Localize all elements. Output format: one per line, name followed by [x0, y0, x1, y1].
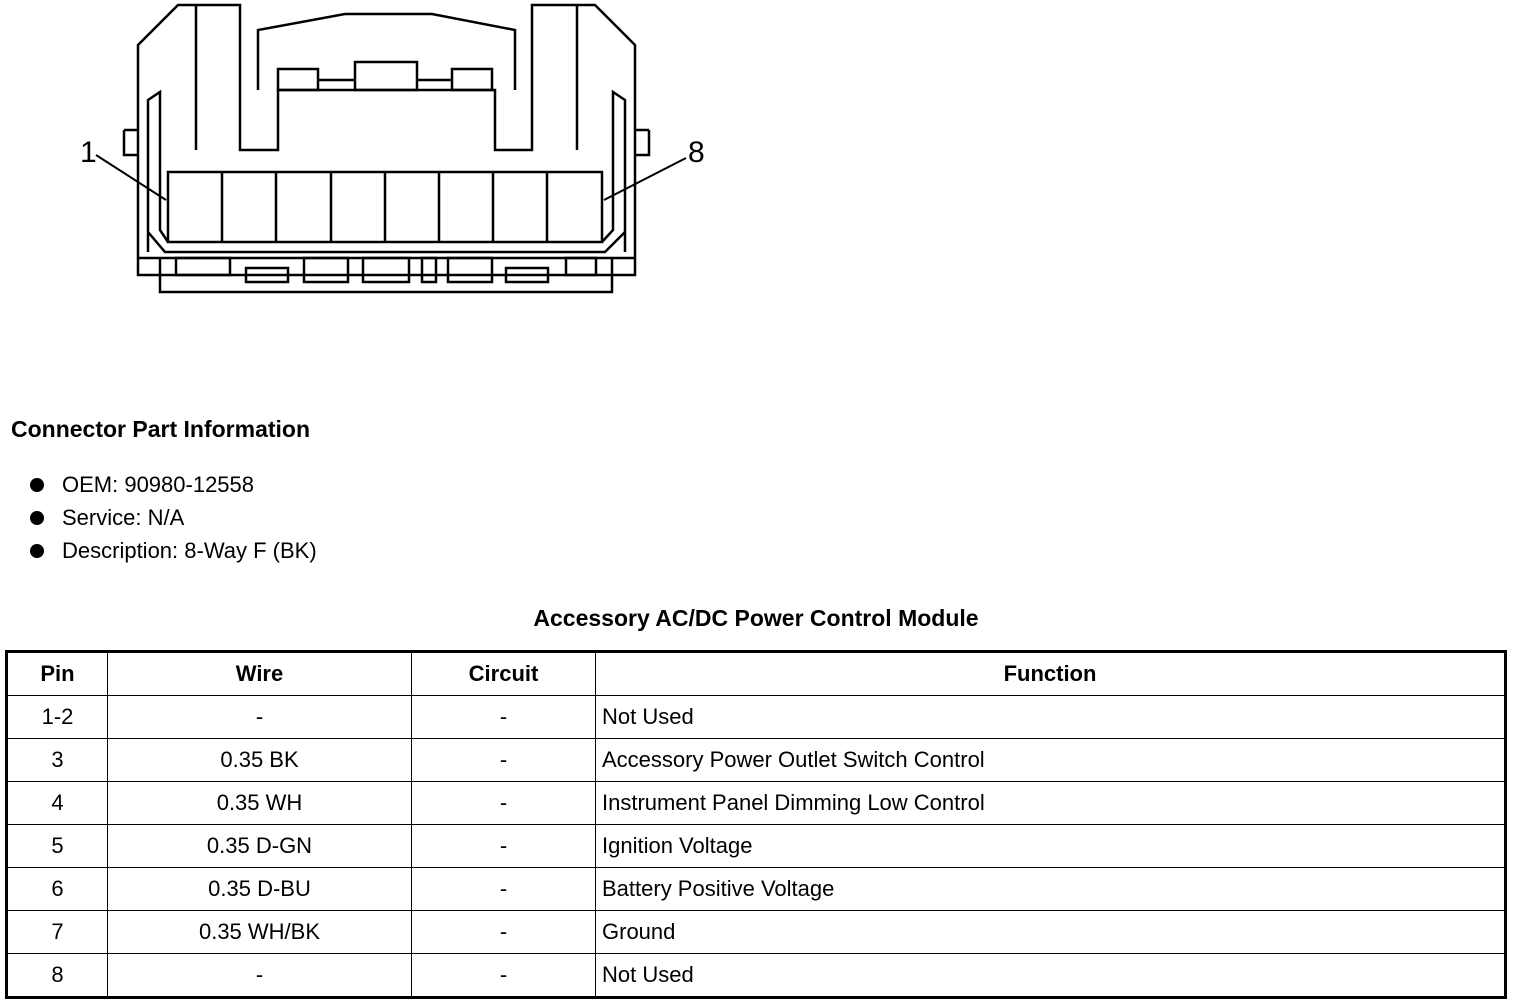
cell-pin: 1-2: [7, 696, 108, 739]
table-row: [7, 868, 1506, 911]
table-row: [7, 911, 1506, 954]
pinout-table: [5, 650, 1507, 999]
info-item-service: [28, 503, 317, 536]
table-header-row: [7, 652, 1506, 696]
cell-pin: 5: [7, 825, 108, 868]
header-pin: Pin: [7, 652, 108, 696]
bullet-icon: [30, 478, 44, 492]
cell-circuit: -: [412, 825, 596, 868]
table-title: Accessory AC/DC Power Control Module: [533, 605, 979, 631]
connector-info-title: Connector Part Information: [11, 416, 311, 442]
cell-function: Battery Positive Voltage: [596, 868, 1506, 911]
table-row: [7, 739, 1506, 782]
info-item-description: [28, 536, 317, 569]
cell-function: Ground: [596, 911, 1506, 954]
cell-circuit: -: [412, 696, 596, 739]
pin-8-leader: [604, 158, 686, 200]
cell-wire: 0.35 WH/BK: [108, 911, 412, 954]
cell-wire: 0.35 BK: [108, 739, 412, 782]
cell-wire: 0.35 WH: [108, 782, 412, 825]
info-text: Description: 8-Way F (BK): [62, 538, 317, 563]
cell-circuit: -: [412, 782, 596, 825]
connector-housing: [138, 5, 635, 275]
header-function: Function: [596, 652, 1506, 696]
cell-wire: -: [108, 696, 412, 739]
bullet-icon: [30, 544, 44, 558]
cell-function: Not Used: [596, 954, 1506, 998]
table-row: [7, 696, 1506, 739]
info-text: Service: N/A: [62, 505, 185, 530]
connector-info-list: [28, 470, 317, 569]
pin-1-leader: [96, 155, 166, 200]
header-circuit: Circuit: [412, 652, 596, 696]
header-wire: Wire: [108, 652, 412, 696]
info-text: OEM: 90980-12558: [62, 472, 255, 497]
table-row: [7, 782, 1506, 825]
cell-circuit: -: [412, 954, 596, 998]
cell-pin: 6: [7, 868, 108, 911]
cell-function: Accessory Power Outlet Switch Control: [596, 739, 1506, 782]
cell-wire: -: [108, 954, 412, 998]
cell-function: Not Used: [596, 696, 1506, 739]
cell-circuit: -: [412, 911, 596, 954]
table-row: [7, 954, 1506, 998]
cell-pin: 4: [7, 782, 108, 825]
info-item-oem: [28, 470, 317, 503]
cell-function: Ignition Voltage: [596, 825, 1506, 868]
cell-circuit: -: [412, 868, 596, 911]
table-row: [7, 825, 1506, 868]
lock-tab: [258, 14, 515, 90]
pin-8-label: 8: [688, 136, 705, 169]
cell-wire: 0.35 D-GN: [108, 825, 412, 868]
cell-circuit: -: [412, 739, 596, 782]
cell-pin: 3: [7, 739, 108, 782]
cell-pin: 7: [7, 911, 108, 954]
pin-1-label: 1: [80, 136, 97, 169]
connector-diagram: [0, 0, 760, 310]
cell-wire: 0.35 D-BU: [108, 868, 412, 911]
cell-pin: 8: [7, 954, 108, 998]
cell-function: Instrument Panel Dimming Low Control: [596, 782, 1506, 825]
bullet-icon: [30, 511, 44, 525]
